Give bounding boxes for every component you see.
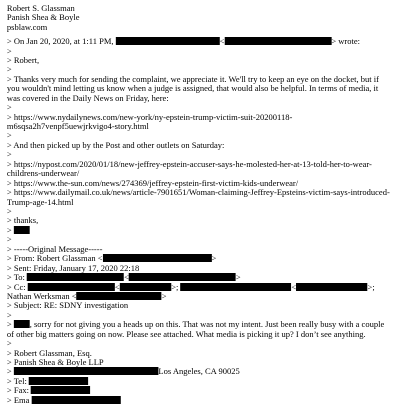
- cc-label: > Cc:: [6, 281, 26, 292]
- paragraph-line: was covered in the Daily News on Friday, here:: [6, 92, 169, 103]
- redacted-to-email: [129, 273, 236, 281]
- quote-marker: >: [6, 224, 12, 235]
- salutation: Robert,: [13, 54, 40, 65]
- quote-marker: >: [6, 149, 12, 160]
- open-angle: <: [114, 281, 120, 292]
- close-angle: >: [161, 290, 167, 301]
- quote-marker: >: [6, 309, 12, 320]
- redacted-cc-email-1: [120, 283, 171, 291]
- semicolon: ;: [176, 281, 179, 292]
- redacted-signoff-name: [14, 226, 30, 234]
- redacted-cc-name-1: [28, 283, 115, 291]
- redacted-cc-2: [181, 283, 292, 291]
- closing: > thanks,: [6, 215, 39, 226]
- link-nydailynews[interactable]: > https://www.nydailynews.com/new-york/ny-epstein-trump-victim-suit-20200118-: [6, 111, 293, 122]
- wrote-label: > wrote:: [331, 36, 360, 46]
- close-angle: >: [235, 272, 241, 282]
- semicolon: ;: [372, 281, 375, 292]
- redacted-sender-name: [116, 37, 220, 45]
- sender-domain: psblaw.com: [6, 21, 48, 32]
- tel-label: > Tel:: [6, 375, 27, 386]
- paragraph-line: > And then picked up by the Post and other outlets on Saturday:: [6, 139, 225, 150]
- subject-line: > Subject: RE: SDNY investigation: [6, 300, 129, 311]
- quote-marker: >: [6, 234, 12, 245]
- link-the-sun[interactable]: > https://www.the-sun.com/news/274369/jeffrey-epstein-first-victim-kids-underwear/: [6, 177, 299, 188]
- quote-marker: >: [6, 319, 12, 330]
- redacted-cc-email-2: [296, 283, 367, 291]
- redacted-recipient-name: [14, 320, 30, 328]
- close-angle: >: [367, 281, 373, 292]
- link-nypost[interactable]: > https://nypost.com/2020/01/18/new-jeffrey-epstein-accuser-says-he-molested-her-at-13-told-her-to-wear-: [6, 158, 372, 169]
- close-angle: >: [211, 253, 217, 264]
- open-angle: <: [219, 36, 225, 46]
- sig-city: Los Angeles, CA 90025: [158, 366, 240, 377]
- paragraph-line: you wouldn't mind letting us know when a judge is assigned, that would also be helpful. In terms of media, it: [6, 83, 379, 94]
- quote-marker: >: [6, 338, 12, 349]
- from-label: > From: Robert Glassman <: [6, 253, 103, 264]
- cc-name: Nathan Werksman <: [6, 290, 77, 301]
- redacted-street-address: [14, 367, 159, 375]
- sig-name: > Robert Glassman, Esq.: [6, 347, 92, 358]
- to-label: > To:: [6, 272, 25, 282]
- link-nypost-cont[interactable]: childrens-underwear/: [6, 168, 80, 179]
- redacted-sender-email: [224, 37, 331, 45]
- sender-firm: Panish Shea & Boyle: [6, 12, 80, 23]
- paragraph-line: > Thanks very much for sending the complaint, we appreciate it. We'll try to keep an eye on the docket, but if: [6, 73, 379, 84]
- close-angle: >: [171, 281, 177, 292]
- sender-name: Robert S. Glassman: [6, 3, 75, 13]
- fax-label: > Fax:: [6, 385, 29, 396]
- quote-marker: >: [6, 45, 12, 56]
- link-dailymail-cont[interactable]: Trump-age-14.html: [6, 196, 74, 207]
- quote-marker: >: [6, 205, 12, 216]
- open-angle: <: [124, 272, 129, 282]
- body-line-2: of other big matters going on now. Please see attached. What media is picking it up? I don’t see anything.: [6, 328, 366, 339]
- body-text: , sorry for not giving you a heads up on this. That was not my intent. Just been really busy with a couple: [29, 319, 385, 330]
- link-nydailynews-cont[interactable]: m6sqsa2h7venpf5uewjrkvigo4-story.html: [6, 121, 149, 131]
- email-label: > Ema: [6, 394, 30, 405]
- link-dailymail[interactable]: > https://www.dailymail.co.uk/news/article-7901651/Woman-claiming-Jeffrey-Epsteins-victim-says-introduced-: [6, 187, 390, 198]
- redacted-tel: [29, 377, 88, 385]
- quote-marker: >: [6, 64, 12, 75]
- original-message-header: > -----Original Message-----: [6, 243, 103, 254]
- redacted-cc-email-3: [77, 292, 162, 300]
- sent-line: > Sent: Friday, January 17, 2020 22:18: [6, 262, 140, 273]
- quote-marker: >: [6, 54, 12, 65]
- redacted-fax: [31, 386, 90, 394]
- quote-date: > On Jan 20, 2020, at 1:11 PM,: [6, 36, 114, 46]
- quote-marker: >: [6, 130, 12, 141]
- open-angle: <: [291, 281, 297, 292]
- quote-marker: >: [6, 366, 12, 377]
- redacted-from-email: [103, 254, 212, 262]
- sig-firm: > Panish Shea & Boyle LLP: [6, 357, 104, 367]
- quote-marker: >: [6, 102, 12, 113]
- quote-header-line: [7, 36, 360, 47]
- redacted-to-name: [27, 273, 124, 281]
